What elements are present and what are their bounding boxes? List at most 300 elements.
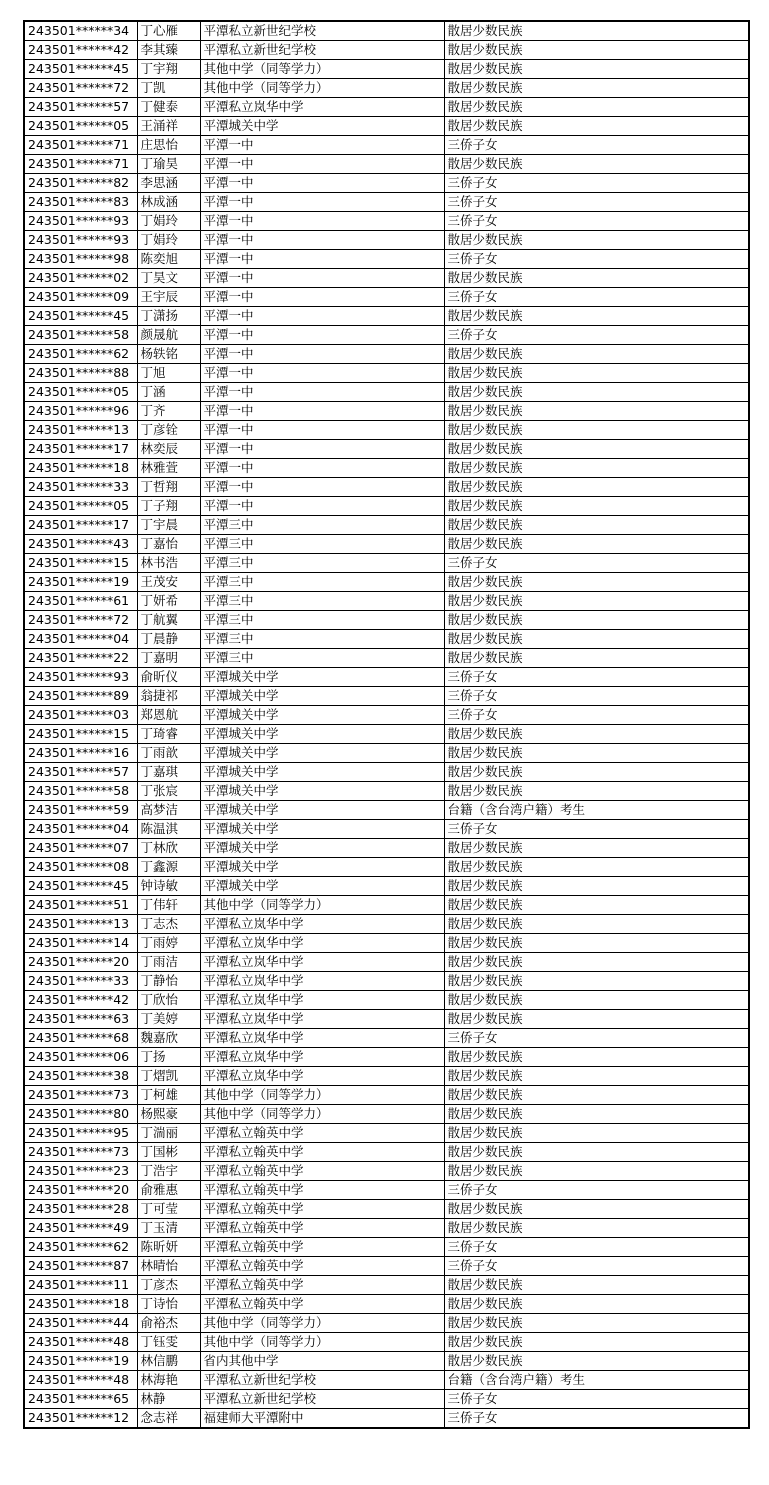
exam-id-cell: 243501******61 [24, 592, 137, 611]
exam-id-cell: 243501******73 [24, 1143, 137, 1162]
student-name-cell: 丁嘉明 [137, 649, 200, 668]
student-name-cell: 颜晟航 [137, 326, 200, 345]
student-name-cell: 丁诗怡 [137, 1295, 200, 1314]
category-cell: 三侨子女 [444, 1029, 749, 1048]
table-row [24, 1029, 749, 1048]
table-row [24, 630, 749, 649]
student-name-cell: 林晴怡 [137, 1257, 200, 1276]
table-row [24, 1086, 749, 1105]
table-row [24, 744, 749, 763]
table-row [24, 1314, 749, 1333]
school-cell: 其他中学（同等学力） [200, 1086, 444, 1105]
school-cell: 平潭私立翰英中学 [200, 1276, 444, 1295]
school-cell: 平潭私立岚华中学 [200, 915, 444, 934]
school-cell: 平潭私立岚华中学 [200, 934, 444, 953]
student-name-cell: 丁柯雄 [137, 1086, 200, 1105]
table-row [24, 1390, 749, 1409]
category-cell: 三侨子女 [444, 1390, 749, 1409]
school-cell: 平潭私立翰英中学 [200, 1295, 444, 1314]
school-cell: 平潭一中 [200, 497, 444, 516]
category-cell: 散居少数民族 [444, 364, 749, 383]
exam-id-cell: 243501******58 [24, 326, 137, 345]
exam-id-cell: 243501******34 [24, 21, 137, 41]
exam-id-cell: 243501******05 [24, 497, 137, 516]
student-name-cell: 丁鑫源 [137, 858, 200, 877]
school-cell: 平潭一中 [200, 307, 444, 326]
table-row [24, 573, 749, 592]
category-cell: 散居少数民族 [444, 592, 749, 611]
exam-id-cell: 243501******51 [24, 896, 137, 915]
school-cell: 平潭私立新世纪学校 [200, 1390, 444, 1409]
student-name-cell: 丁瑜昊 [137, 155, 200, 174]
exam-id-cell: 243501******63 [24, 1010, 137, 1029]
school-cell: 平潭私立新世纪学校 [200, 1371, 444, 1390]
category-cell: 散居少数民族 [444, 991, 749, 1010]
exam-id-cell: 243501******12 [24, 1409, 137, 1429]
exam-id-cell: 243501******82 [24, 174, 137, 193]
school-cell: 平潭私立翰英中学 [200, 1143, 444, 1162]
table-row [24, 535, 749, 554]
school-cell: 平潭三中 [200, 516, 444, 535]
exam-id-cell: 243501******89 [24, 687, 137, 706]
student-name-cell: 林奕辰 [137, 440, 200, 459]
table-row [24, 41, 749, 60]
category-cell: 散居少数民族 [444, 1276, 749, 1295]
exam-id-cell: 243501******48 [24, 1333, 137, 1352]
exam-id-cell: 243501******72 [24, 611, 137, 630]
category-cell: 散居少数民族 [444, 345, 749, 364]
table-row [24, 915, 749, 934]
school-cell: 平潭一中 [200, 383, 444, 402]
school-cell: 其他中学（同等学力） [200, 79, 444, 98]
school-cell: 平潭一中 [200, 440, 444, 459]
school-cell: 平潭一中 [200, 421, 444, 440]
table-row [24, 364, 749, 383]
student-name-cell: 王茂安 [137, 573, 200, 592]
exam-id-cell: 243501******05 [24, 383, 137, 402]
table-row [24, 592, 749, 611]
exam-id-cell: 243501******09 [24, 288, 137, 307]
table-row [24, 212, 749, 231]
exam-id-cell: 243501******08 [24, 858, 137, 877]
category-cell: 散居少数民族 [444, 1010, 749, 1029]
exam-id-cell: 243501******15 [24, 725, 137, 744]
exam-id-cell: 243501******71 [24, 136, 137, 155]
student-name-cell: 丁林欣 [137, 839, 200, 858]
student-name-cell: 丁欣怡 [137, 991, 200, 1010]
school-cell: 平潭一中 [200, 250, 444, 269]
category-cell: 散居少数民族 [444, 307, 749, 326]
exam-id-cell: 243501******88 [24, 364, 137, 383]
category-cell: 散居少数民族 [444, 117, 749, 136]
table-row [24, 649, 749, 668]
student-name-cell: 丁航翼 [137, 611, 200, 630]
school-cell: 平潭城关中学 [200, 877, 444, 896]
school-cell: 平潭三中 [200, 649, 444, 668]
exam-id-cell: 243501******17 [24, 440, 137, 459]
category-cell: 散居少数民族 [444, 1048, 749, 1067]
school-cell: 省内其他中学 [200, 1352, 444, 1371]
table-row [24, 174, 749, 193]
school-cell: 其他中学（同等学力） [200, 1314, 444, 1333]
category-cell: 散居少数民族 [444, 763, 749, 782]
school-cell: 平潭私立翰英中学 [200, 1162, 444, 1181]
school-cell: 平潭一中 [200, 459, 444, 478]
table-row [24, 1181, 749, 1200]
exam-id-cell: 243501******59 [24, 801, 137, 820]
exam-id-cell: 243501******15 [24, 554, 137, 573]
category-cell: 散居少数民族 [444, 1200, 749, 1219]
school-cell: 平潭私立翰英中学 [200, 1219, 444, 1238]
category-cell: 散居少数民族 [444, 1124, 749, 1143]
exam-id-cell: 243501******45 [24, 60, 137, 79]
school-cell: 平潭城关中学 [200, 839, 444, 858]
exam-id-cell: 243501******71 [24, 155, 137, 174]
category-cell: 散居少数民族 [444, 459, 749, 478]
exam-id-cell: 243501******17 [24, 516, 137, 535]
category-cell: 三侨子女 [444, 554, 749, 573]
student-name-cell: 丁潇扬 [137, 307, 200, 326]
exam-id-cell: 243501******58 [24, 782, 137, 801]
table-row [24, 1371, 749, 1390]
table-row [24, 231, 749, 250]
exam-id-cell: 243501******19 [24, 1352, 137, 1371]
table-row [24, 21, 749, 41]
student-name-cell: 丁可莹 [137, 1200, 200, 1219]
table-row [24, 1124, 749, 1143]
category-cell: 散居少数民族 [444, 877, 749, 896]
table-row [24, 554, 749, 573]
table-row [24, 687, 749, 706]
school-cell: 平潭三中 [200, 630, 444, 649]
category-cell: 散居少数民族 [444, 858, 749, 877]
school-cell: 平潭城关中学 [200, 801, 444, 820]
student-name-cell: 林雅萱 [137, 459, 200, 478]
table-row [24, 1238, 749, 1257]
exam-id-cell: 243501******22 [24, 649, 137, 668]
category-cell: 三侨子女 [444, 706, 749, 725]
category-cell: 台籍（含台湾户籍）考生 [444, 1371, 749, 1390]
school-cell: 其他中学（同等学力） [200, 1333, 444, 1352]
school-cell: 平潭城关中学 [200, 668, 444, 687]
school-cell: 平潭一中 [200, 136, 444, 155]
exam-id-cell: 243501******93 [24, 212, 137, 231]
category-cell: 散居少数民族 [444, 79, 749, 98]
student-name-cell: 李思涵 [137, 174, 200, 193]
exam-id-cell: 243501******42 [24, 41, 137, 60]
school-cell: 平潭三中 [200, 554, 444, 573]
category-cell: 散居少数民族 [444, 21, 749, 41]
exam-id-cell: 243501******42 [24, 991, 137, 1010]
exam-id-cell: 243501******93 [24, 668, 137, 687]
category-cell: 散居少数民族 [444, 269, 749, 288]
table-row [24, 421, 749, 440]
school-cell: 平潭私立岚华中学 [200, 991, 444, 1010]
table-row [24, 1352, 749, 1371]
exam-id-cell: 243501******20 [24, 1181, 137, 1200]
school-cell: 平潭私立岚华中学 [200, 972, 444, 991]
student-name-cell: 俞昕仪 [137, 668, 200, 687]
school-cell: 平潭私立岚华中学 [200, 1048, 444, 1067]
student-name-cell: 丁娟玲 [137, 212, 200, 231]
student-name-cell: 林海艳 [137, 1371, 200, 1390]
exam-id-cell: 243501******87 [24, 1257, 137, 1276]
student-name-cell: 丁熠凯 [137, 1067, 200, 1086]
student-name-cell: 丁娟玲 [137, 231, 200, 250]
school-cell: 平潭三中 [200, 573, 444, 592]
roster-sheet [23, 20, 748, 1429]
student-name-cell: 丁彦杰 [137, 1276, 200, 1295]
exam-id-cell: 243501******45 [24, 877, 137, 896]
category-cell: 散居少数民族 [444, 573, 749, 592]
student-name-cell: 丁哲翔 [137, 478, 200, 497]
category-cell: 散居少数民族 [444, 41, 749, 60]
student-name-cell: 林成涵 [137, 193, 200, 212]
category-cell: 散居少数民族 [444, 725, 749, 744]
student-name-cell: 陈昕妍 [137, 1238, 200, 1257]
category-cell: 三侨子女 [444, 288, 749, 307]
student-name-cell: 丁昊文 [137, 269, 200, 288]
table-row [24, 725, 749, 744]
exam-id-cell: 243501******45 [24, 307, 137, 326]
school-cell: 平潭一中 [200, 193, 444, 212]
table-row [24, 193, 749, 212]
exam-id-cell: 243501******44 [24, 1314, 137, 1333]
category-cell: 散居少数民族 [444, 915, 749, 934]
category-cell: 散居少数民族 [444, 497, 749, 516]
school-cell: 平潭私立岚华中学 [200, 953, 444, 972]
table-row [24, 801, 749, 820]
table-row [24, 1257, 749, 1276]
exam-id-cell: 243501******18 [24, 459, 137, 478]
student-name-cell: 丁浩宇 [137, 1162, 200, 1181]
school-cell: 平潭城关中学 [200, 744, 444, 763]
category-cell: 三侨子女 [444, 212, 749, 231]
table-row [24, 117, 749, 136]
category-cell: 散居少数民族 [444, 1333, 749, 1352]
table-row [24, 668, 749, 687]
student-name-cell: 丁妍希 [137, 592, 200, 611]
student-name-cell: 陈奕旭 [137, 250, 200, 269]
exam-id-cell: 243501******14 [24, 934, 137, 953]
exam-id-cell: 243501******80 [24, 1105, 137, 1124]
exam-id-cell: 243501******48 [24, 1371, 137, 1390]
student-name-cell: 丁子翔 [137, 497, 200, 516]
school-cell: 平潭私立新世纪学校 [200, 21, 444, 41]
category-cell: 三侨子女 [444, 668, 749, 687]
category-cell: 散居少数民族 [444, 516, 749, 535]
category-cell: 三侨子女 [444, 326, 749, 345]
exam-id-cell: 243501******07 [24, 839, 137, 858]
student-name-cell: 丁彦铨 [137, 421, 200, 440]
exam-id-cell: 243501******04 [24, 820, 137, 839]
roster-body [24, 21, 749, 1428]
school-cell: 平潭一中 [200, 478, 444, 497]
category-cell: 散居少数民族 [444, 972, 749, 991]
category-cell: 散居少数民族 [444, 1352, 749, 1371]
category-cell: 散居少数民族 [444, 744, 749, 763]
table-row [24, 972, 749, 991]
exam-id-cell: 243501******33 [24, 478, 137, 497]
student-name-cell: 陈温淇 [137, 820, 200, 839]
category-cell: 散居少数民族 [444, 1219, 749, 1238]
school-cell: 平潭城关中学 [200, 820, 444, 839]
category-cell: 散居少数民族 [444, 782, 749, 801]
table-row [24, 478, 749, 497]
table-row [24, 1219, 749, 1238]
exam-id-cell: 243501******13 [24, 421, 137, 440]
student-name-cell: 丁嘉琪 [137, 763, 200, 782]
table-row [24, 1067, 749, 1086]
table-row [24, 896, 749, 915]
category-cell: 散居少数民族 [444, 649, 749, 668]
table-row [24, 497, 749, 516]
exam-id-cell: 243501******68 [24, 1029, 137, 1048]
student-name-cell: 丁国彬 [137, 1143, 200, 1162]
table-row [24, 839, 749, 858]
exam-id-cell: 243501******19 [24, 573, 137, 592]
student-name-cell: 丁心雁 [137, 21, 200, 41]
exam-id-cell: 243501******95 [24, 1124, 137, 1143]
exam-id-cell: 243501******16 [24, 744, 137, 763]
school-cell: 平潭三中 [200, 535, 444, 554]
category-cell: 散居少数民族 [444, 155, 749, 174]
category-cell: 三侨子女 [444, 1238, 749, 1257]
category-cell: 散居少数民族 [444, 1143, 749, 1162]
exam-id-cell: 243501******28 [24, 1200, 137, 1219]
school-cell: 平潭私立岚华中学 [200, 1029, 444, 1048]
student-name-cell: 李其臻 [137, 41, 200, 60]
student-name-cell: 林静 [137, 1390, 200, 1409]
student-name-cell: 翁捷祁 [137, 687, 200, 706]
category-cell: 三侨子女 [444, 1257, 749, 1276]
school-cell: 平潭私立新世纪学校 [200, 41, 444, 60]
student-name-cell: 丁扬 [137, 1048, 200, 1067]
school-cell: 平潭城关中学 [200, 706, 444, 725]
exam-id-cell: 243501******83 [24, 193, 137, 212]
category-cell: 散居少数民族 [444, 839, 749, 858]
exam-id-cell: 243501******11 [24, 1276, 137, 1295]
table-row [24, 440, 749, 459]
category-cell: 散居少数民族 [444, 934, 749, 953]
school-cell: 平潭三中 [200, 592, 444, 611]
table-row [24, 1143, 749, 1162]
exam-id-cell: 243501******65 [24, 1390, 137, 1409]
category-cell: 三侨子女 [444, 687, 749, 706]
category-cell: 散居少数民族 [444, 402, 749, 421]
exam-id-cell: 243501******18 [24, 1295, 137, 1314]
exam-id-cell: 243501******62 [24, 345, 137, 364]
category-cell: 三侨子女 [444, 136, 749, 155]
category-cell: 散居少数民族 [444, 383, 749, 402]
exam-id-cell: 243501******03 [24, 706, 137, 725]
exam-id-cell: 243501******43 [24, 535, 137, 554]
school-cell: 平潭三中 [200, 611, 444, 630]
student-name-cell: 丁钰雯 [137, 1333, 200, 1352]
category-cell: 三侨子女 [444, 174, 749, 193]
table-row [24, 326, 749, 345]
exam-id-cell: 243501******13 [24, 915, 137, 934]
table-row [24, 1048, 749, 1067]
category-cell: 散居少数民族 [444, 1162, 749, 1181]
exam-id-cell: 243501******57 [24, 98, 137, 117]
school-cell: 其他中学（同等学力） [200, 60, 444, 79]
table-row [24, 288, 749, 307]
student-name-cell: 钟诗敏 [137, 877, 200, 896]
student-name-cell: 丁雨歆 [137, 744, 200, 763]
table-row [24, 858, 749, 877]
exam-id-cell: 243501******20 [24, 953, 137, 972]
exam-id-cell: 243501******57 [24, 763, 137, 782]
exam-id-cell: 243501******33 [24, 972, 137, 991]
category-cell: 台籍（含台湾户籍）考生 [444, 801, 749, 820]
exam-id-cell: 243501******05 [24, 117, 137, 136]
student-name-cell: 丁齐 [137, 402, 200, 421]
table-row [24, 877, 749, 896]
roster-table [23, 20, 750, 1429]
school-cell: 平潭城关中学 [200, 782, 444, 801]
school-cell: 平潭一中 [200, 174, 444, 193]
student-name-cell: 林信鹏 [137, 1352, 200, 1371]
exam-id-cell: 243501******62 [24, 1238, 137, 1257]
table-row [24, 1276, 749, 1295]
category-cell: 散居少数民族 [444, 1105, 749, 1124]
student-name-cell: 丁雨洁 [137, 953, 200, 972]
table-row [24, 1200, 749, 1219]
student-name-cell: 丁志杰 [137, 915, 200, 934]
table-row [24, 402, 749, 421]
table-row [24, 706, 749, 725]
school-cell: 福建师大平潭附中 [200, 1409, 444, 1429]
category-cell: 散居少数民族 [444, 953, 749, 972]
table-row [24, 1295, 749, 1314]
category-cell: 散居少数民族 [444, 98, 749, 117]
student-name-cell: 王宇辰 [137, 288, 200, 307]
student-name-cell: 丁嘉怡 [137, 535, 200, 554]
student-name-cell: 丁美婷 [137, 1010, 200, 1029]
school-cell: 平潭一中 [200, 402, 444, 421]
exam-id-cell: 243501******93 [24, 231, 137, 250]
school-cell: 平潭一中 [200, 155, 444, 174]
exam-id-cell: 243501******96 [24, 402, 137, 421]
category-cell: 散居少数民族 [444, 60, 749, 79]
school-cell: 平潭一中 [200, 364, 444, 383]
school-cell: 平潭私立岚华中学 [200, 1067, 444, 1086]
school-cell: 平潭城关中学 [200, 687, 444, 706]
table-row [24, 345, 749, 364]
exam-id-cell: 243501******02 [24, 269, 137, 288]
table-row [24, 763, 749, 782]
category-cell: 散居少数民族 [444, 630, 749, 649]
table-row [24, 991, 749, 1010]
category-cell: 散居少数民族 [444, 1314, 749, 1333]
category-cell: 散居少数民族 [444, 896, 749, 915]
table-row [24, 1409, 749, 1429]
student-name-cell: 林书浩 [137, 554, 200, 573]
category-cell: 散居少数民族 [444, 231, 749, 250]
school-cell: 平潭私立翰英中学 [200, 1124, 444, 1143]
student-name-cell: 丁凯 [137, 79, 200, 98]
table-row [24, 820, 749, 839]
table-row [24, 516, 749, 535]
student-name-cell: 丁宇翔 [137, 60, 200, 79]
table-row [24, 1162, 749, 1181]
table-row [24, 953, 749, 972]
school-cell: 平潭一中 [200, 231, 444, 250]
school-cell: 平潭私立岚华中学 [200, 98, 444, 117]
category-cell: 三侨子女 [444, 1181, 749, 1200]
category-cell: 散居少数民族 [444, 1086, 749, 1105]
